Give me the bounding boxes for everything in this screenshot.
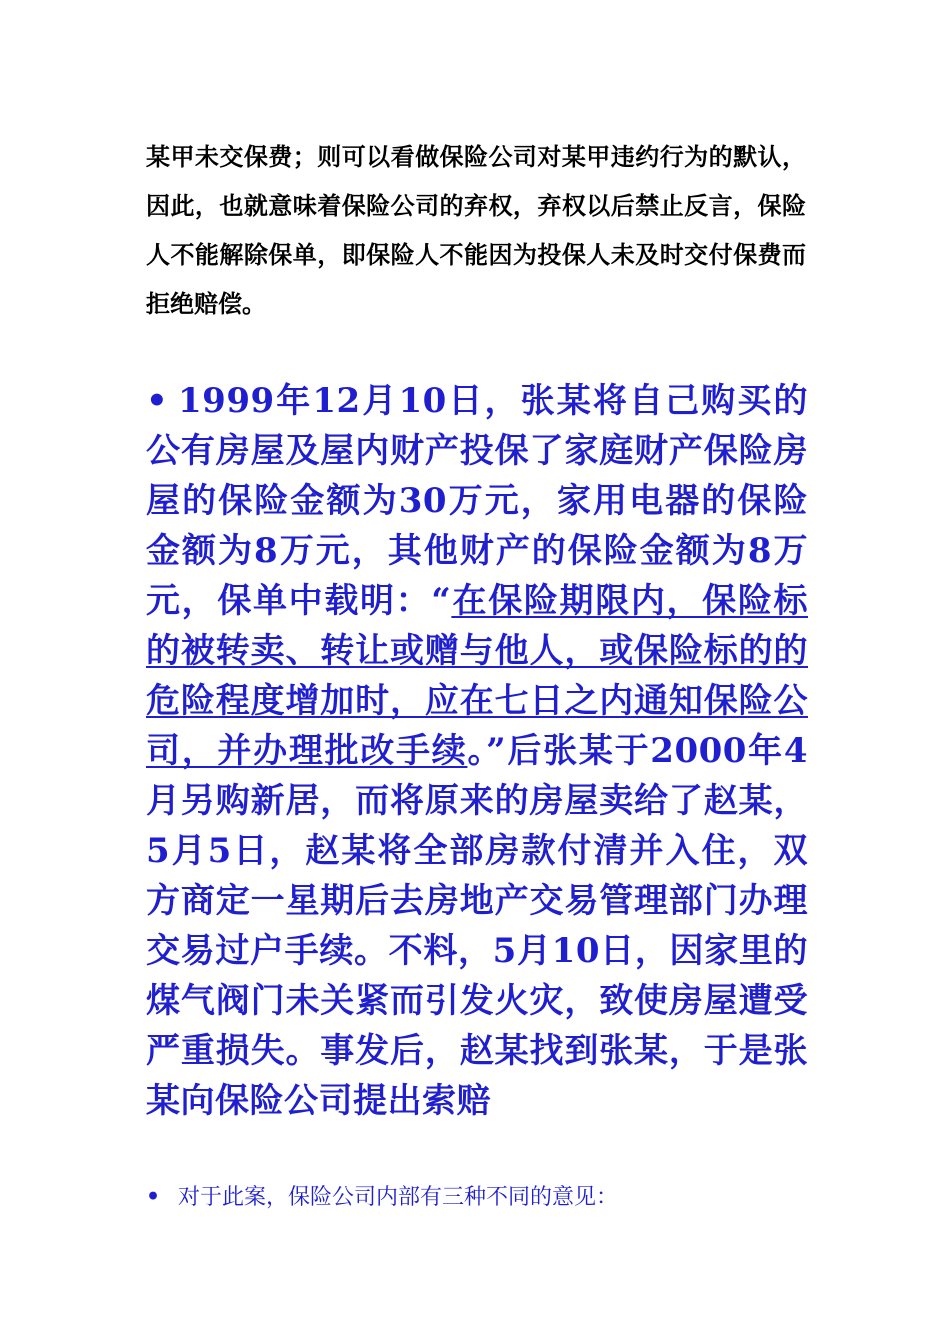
opinion-paragraph — [146, 1180, 808, 1215]
bullet-icon: • — [146, 1184, 161, 1210]
case-text-part2: 。”后张某于2000年4月另购新居，而将原来的房屋卖给了赵某，5月5日，赵某将全部房款付清并入住，双方商定一星期后去房地产交易管理部门办理交易过户手续。不料，5月10日，因家里的煤气阀门未关紧而引发火灾，致使房屋遭受严重损失。事发后，赵某找到张某，于是张某向保险公司提出索赔 — [146, 731, 809, 1121]
policy-clause-underlined: 在保险期限内，保险标的被转卖、转让或赠与他人，或保险标的的危险程度增加时，应在七日之内通知保险公司，并办理批改手续 — [146, 581, 809, 771]
intro-paragraph: 某甲未交保费；则可以看做保险公司对某甲违约行为的默认，因此，也就意味着保险公司的弃权，弃权以后禁止反言，保险人不能解除保单，即保险人不能因为投保人未及时交付保费而拒绝赔偿。 — [146, 142, 806, 318]
case-text-part1: 1999年12月10日，张某将自己购买的公有房屋及屋内财产投保了家庭财产保险房屋的保险金额为30万元，家用电器的保险金额为8万元，其他财产的保险金额为8万元，保单中载明：“ — [146, 381, 808, 621]
case-paragraph — [146, 376, 808, 1126]
bullet-icon: • — [146, 381, 169, 421]
opinion-text: 对于此案，保险公司内部有三种不同的意见： — [178, 1185, 619, 1210]
